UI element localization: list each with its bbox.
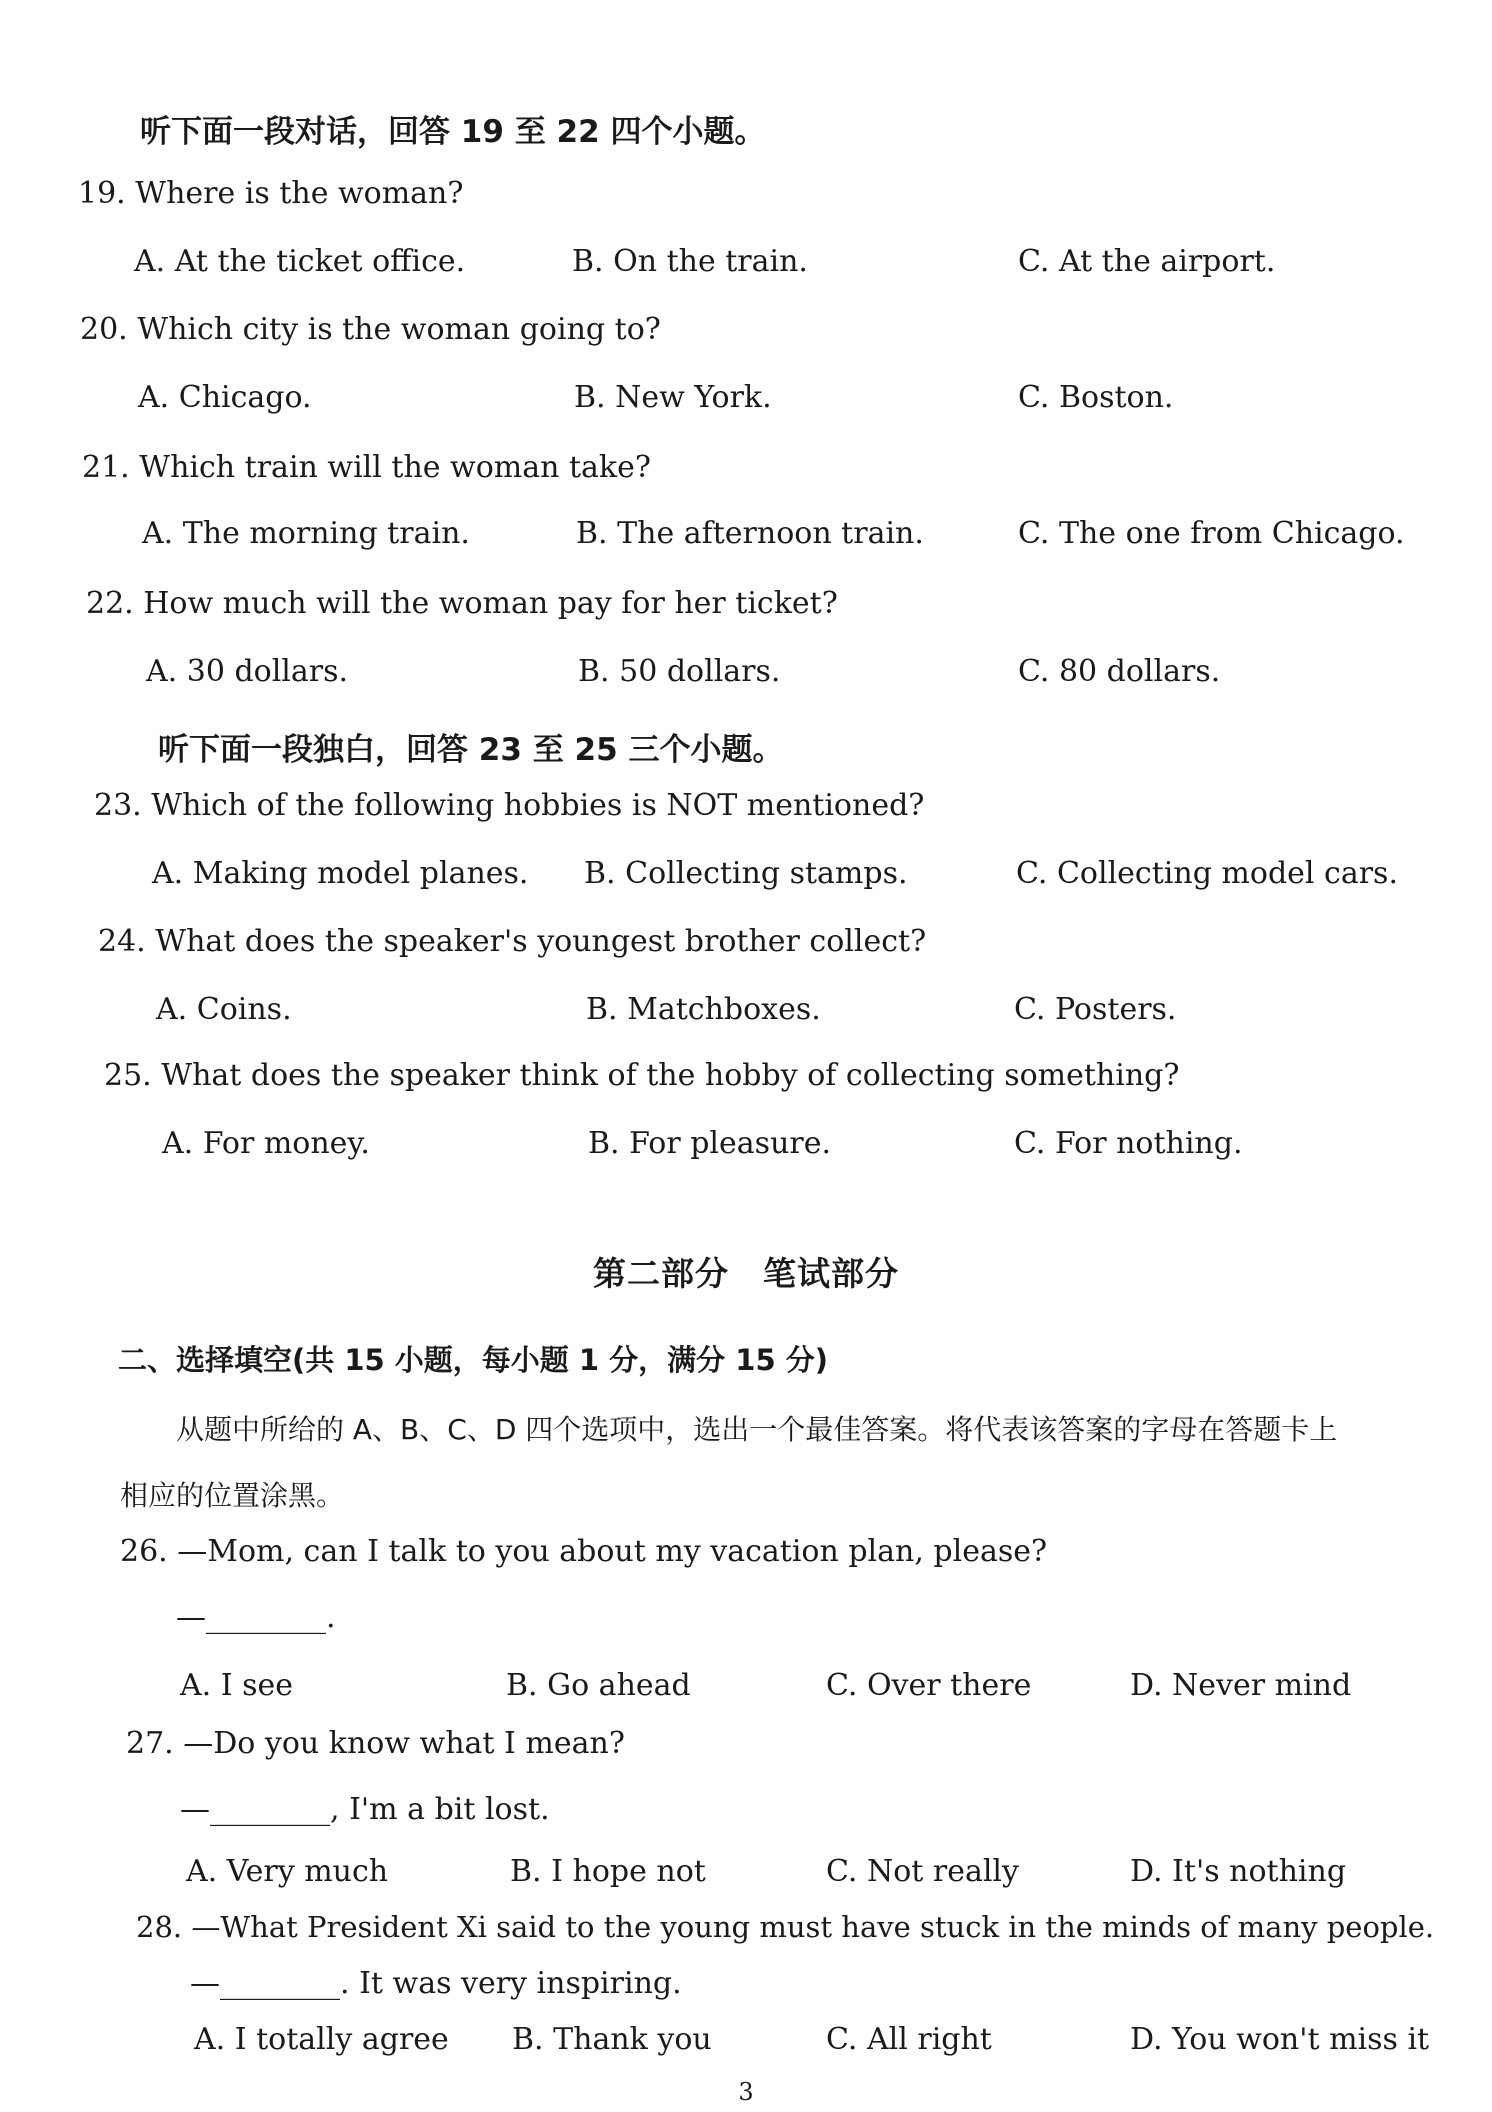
question-22: 22. How much will the woman pay for her ticket? <box>86 586 838 621</box>
option-24-b: B. Matchboxes. <box>586 992 821 1027</box>
option-26-b: B. Go ahead <box>506 1668 691 1703</box>
option-27-d: D. It's nothing <box>1130 1854 1347 1889</box>
option-25-a: A. For money. <box>162 1126 370 1161</box>
instruction-monologue: 听下面一段独白，回答 23 至 25 三个小题。 <box>158 732 784 768</box>
option-24-c: C. Posters. <box>1014 992 1177 1027</box>
option-28-b: B. Thank you <box>512 2022 712 2057</box>
section-2-instruction-line-1: 从题中所给的 A、B、C、D 四个选项中，选出一个最佳答案。将代表该答案的字母在答题卡上 <box>176 1413 1338 1446</box>
option-23-a: A. Making model planes. <box>152 856 529 891</box>
question-25: 25. What does the speaker think of the hobby of collecting something? <box>104 1058 1180 1093</box>
question-27-response: —________, I'm a bit lost. <box>180 1792 550 1827</box>
option-21-a: A. The morning train. <box>142 516 470 551</box>
option-23-b: B. Collecting stamps. <box>584 856 908 891</box>
question-26-response: —________. <box>176 1600 336 1635</box>
question-26: 26. —Mom, can I talk to you about my vacation plan, please? <box>120 1534 1048 1569</box>
question-28-response: —________. It was very inspiring. <box>190 1966 682 2001</box>
option-21-c: C. The one from Chicago. <box>1018 516 1405 551</box>
option-23-c: C. Collecting model cars. <box>1016 856 1398 891</box>
option-28-c: C. All right <box>826 2022 992 2057</box>
option-27-c: C. Not really <box>826 1854 1019 1889</box>
option-26-d: D. Never mind <box>1130 1668 1352 1703</box>
option-20-b: B. New York. <box>574 380 772 415</box>
option-21-b: B. The afternoon train. <box>576 516 924 551</box>
option-25-b: B. For pleasure. <box>588 1126 832 1161</box>
option-28-a: A. I totally agree <box>194 2022 449 2057</box>
part-2-title: 第二部分 笔试部分 <box>593 1254 899 1293</box>
option-27-b: B. I hope not <box>510 1854 706 1889</box>
question-23: 23. Which of the following hobbies is NOT mentioned? <box>94 788 925 823</box>
option-26-a: A. I see <box>180 1668 294 1703</box>
question-21: 21. Which train will the woman take? <box>82 450 651 485</box>
option-20-c: C. Boston. <box>1018 380 1174 415</box>
option-25-c: C. For nothing. <box>1014 1126 1243 1161</box>
option-22-a: A. 30 dollars. <box>146 654 349 689</box>
option-28-d: D. You won't miss it <box>1130 2022 1430 2057</box>
option-22-b: B. 50 dollars. <box>578 654 781 689</box>
question-24: 24. What does the speaker's youngest brother collect? <box>98 924 927 959</box>
section-2-instruction-line-2: 相应的位置涂黑。 <box>120 1479 345 1512</box>
option-19-a: A. At the ticket office. <box>134 244 466 279</box>
page-number: 3 <box>738 2078 754 2106</box>
option-27-a: A. Very much <box>186 1854 389 1889</box>
question-28: 28. —What President Xi said to the young must have stuck in the minds of many people. <box>136 1910 1435 1944</box>
option-26-c: C. Over there <box>826 1668 1032 1703</box>
section-2-heading: 二、选择填空(共 15 小题，每小题 1 分，满分 15 分) <box>118 1343 828 1377</box>
option-19-c: C. At the airport. <box>1018 244 1276 279</box>
option-19-b: B. On the train. <box>572 244 808 279</box>
option-22-c: C. 80 dollars. <box>1018 654 1221 689</box>
question-27: 27. —Do you know what I mean? <box>126 1726 625 1761</box>
question-19: 19. Where is the woman? <box>78 176 464 211</box>
option-20-a: A. Chicago. <box>138 380 312 415</box>
question-20: 20. Which city is the woman going to? <box>80 312 661 347</box>
instruction-dialogue: 听下面一段对话，回答 19 至 22 四个小题。 <box>140 114 766 150</box>
option-24-a: A. Coins. <box>156 992 292 1027</box>
